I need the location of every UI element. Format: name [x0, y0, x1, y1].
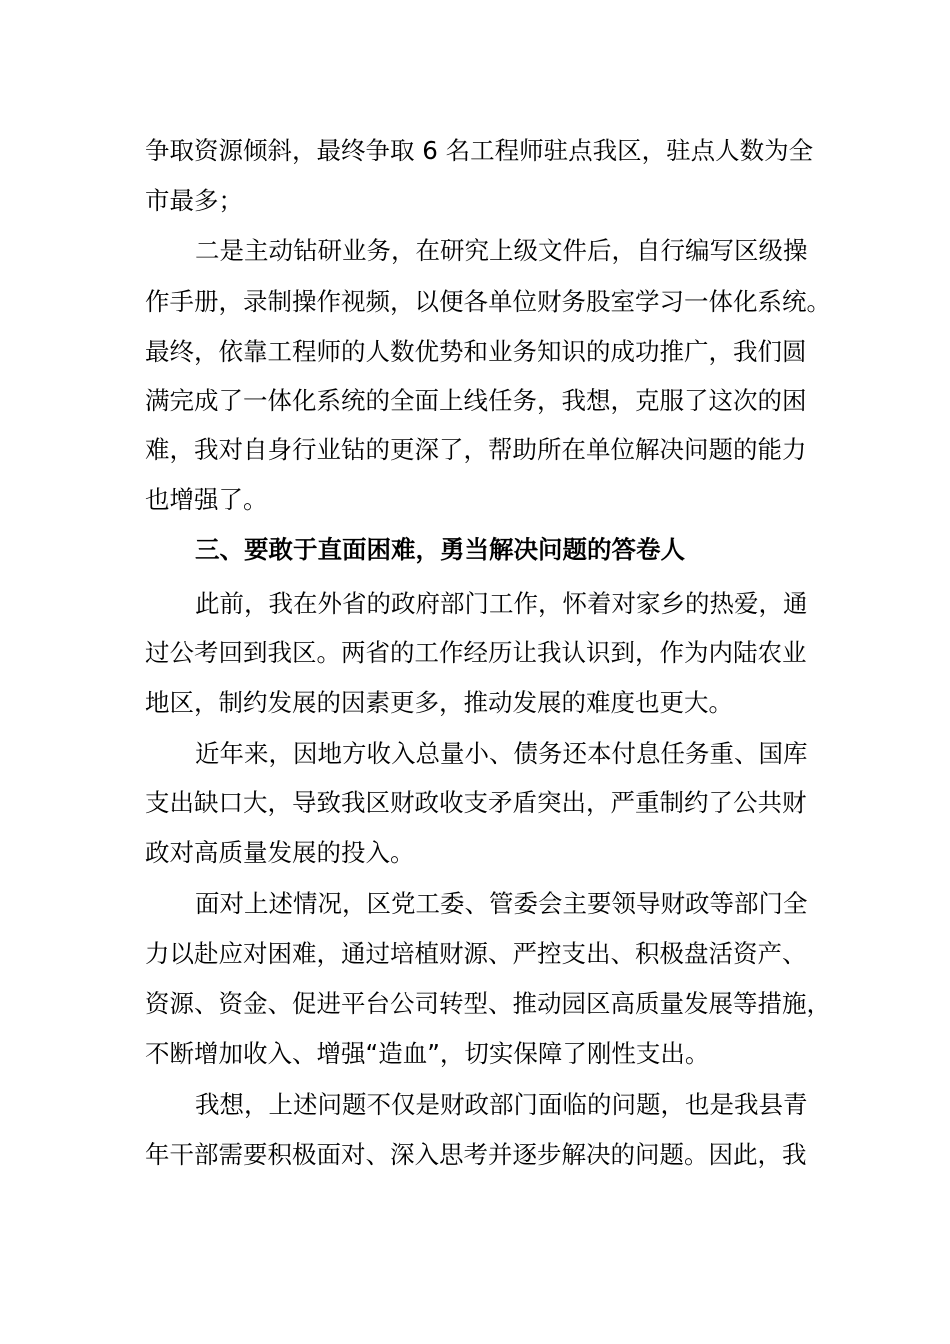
text-line: 作手册，录制操作视频，以便各单位财务股室学习一体化系统。: [145, 287, 831, 316]
section-heading: 三、要敢于直面困难，勇当解决问题的答卷人: [195, 535, 685, 564]
text-line: 市最多；: [145, 186, 243, 215]
text-line: 最终，依靠工程师的人数优势和业务知识的成功推广，我们圆: [145, 337, 807, 366]
text-line: 难，我对自身行业钻的更深了，帮助所在单位解决问题的能力: [145, 435, 807, 464]
text-line: 地区，制约发展的因素更多，推动发展的难度也更大。: [145, 688, 733, 717]
text-line: 满完成了一体化系统的全面上线任务，我想，克服了这次的困: [145, 386, 807, 415]
text-line: 力以赴应对困难，通过培植财源、严控支出、积极盘活资产、: [145, 939, 807, 968]
text-line: 也增强了。: [145, 485, 268, 514]
paragraph-start-line: 我想，上述问题不仅是财政部门面临的问题，也是我县青: [195, 1090, 808, 1119]
text-line: 年干部需要积极面对、深入思考并逐步解决的问题。因此，我: [145, 1140, 807, 1169]
text-line: 支出缺口大，导致我区财政收支矛盾突出，严重制约了公共财: [145, 788, 807, 817]
text-line: 不断增加收入、增强“造血”，切实保障了刚性支出。: [145, 1039, 710, 1068]
paragraph-start-line: 近年来，因地方收入总量小、债务还本付息任务重、国库: [195, 739, 808, 768]
paragraph-start-line: 此前，我在外省的政府部门工作，怀着对家乡的热爱，通: [195, 589, 808, 618]
paragraph-start-line: 二是主动钻研业务，在研究上级文件后，自行编写区级操: [195, 236, 808, 265]
text-line: 资源、资金、促进平台公司转型、推动园区高质量发展等措施，: [145, 989, 831, 1018]
text-line: 过公考回到我区。两省的工作经历让我认识到，作为内陆农业: [145, 638, 807, 667]
paragraph-start-line: 面对上述情况，区党工委、管委会主要领导财政等部门全: [195, 889, 808, 918]
text-line: 争取资源倾斜，最终争取 6 名工程师驻点我区，驻点人数为全: [145, 136, 814, 165]
text-line: 政对高质量发展的投入。: [145, 838, 415, 867]
